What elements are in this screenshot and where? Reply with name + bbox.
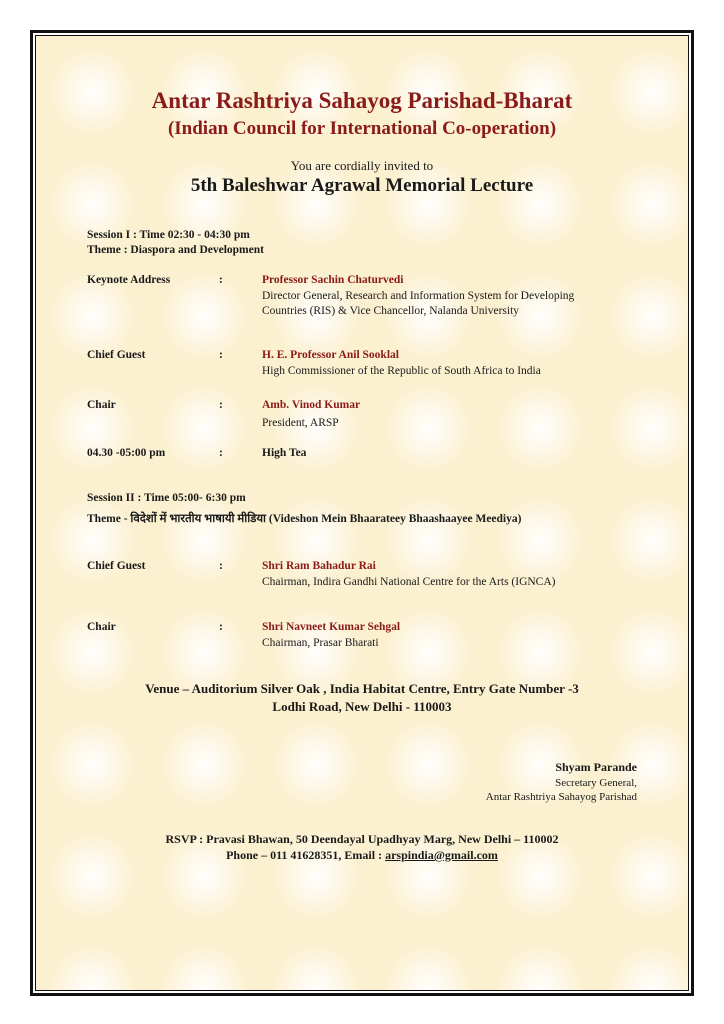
rsvp-phone: Phone – 011 41628351, Email : xyxy=(226,848,386,862)
chair-2-colon: : xyxy=(219,621,223,633)
tea-value: High Tea xyxy=(262,447,307,459)
keynote-desc-2: Countries (RIS) & Vice Chancellor, Nalanda University xyxy=(262,305,520,317)
session1-theme: Theme : Diaspora and Development xyxy=(87,244,264,256)
chief-guest-1-desc: High Commissioner of the Republic of South Africa to India xyxy=(262,365,541,377)
chair-2-label: Chair xyxy=(87,621,116,633)
signatory-name: Shyam Parande xyxy=(555,760,637,774)
session2-heading: Session II : Time 05:00- 6:30 pm xyxy=(87,492,246,504)
signatory-org: Antar Rashtriya Sahayog Parishad xyxy=(485,791,637,803)
session1-heading: Session I : Time 02:30 - 04:30 pm xyxy=(87,229,250,241)
chair-1-desc: President, ARSP xyxy=(262,417,339,429)
chief-guest-1-name: H. E. Professor Anil Sooklal xyxy=(262,349,399,361)
lecture-title: 5th Baleshwar Agrawal Memorial Lecture xyxy=(190,175,534,196)
tea-colon: : xyxy=(219,447,223,459)
tea-time-label: 04.30 -05:00 pm xyxy=(87,447,166,459)
keynote-name: Professor Sachin Chaturvedi xyxy=(262,274,404,286)
keynote-colon: : xyxy=(219,274,223,286)
session2-theme: Theme - विदेशों में भारतीय भाषायी मीडिया (Videshon Mein Bhaarateey Bhaashaayee Meediya) xyxy=(87,513,522,525)
invite-text: You are cordially invited to xyxy=(290,158,434,173)
chair-2-desc: Chairman, Prasar Bharati xyxy=(262,637,379,649)
chief-guest-2-label: Chief Guest xyxy=(87,560,146,572)
rsvp-email-link[interactable]: arspindia@gmail.com xyxy=(385,848,498,862)
chair-1-name: Amb. Vinod Kumar xyxy=(262,399,361,411)
org-subtitle: (Indian Council for International Co-operation) xyxy=(167,118,557,139)
chair-1-colon: : xyxy=(219,399,223,411)
org-title: Antar Rashtriya Sahayog Parishad-Bharat xyxy=(151,88,573,113)
keynote-label: Keynote Address xyxy=(87,274,171,286)
rsvp-contact xyxy=(35,848,689,863)
keynote-desc-1: Director General, Research and Information System for Developing xyxy=(262,290,575,302)
venue-line-2: Lodhi Road, New Delhi - 110003 xyxy=(272,699,452,714)
chair-1-label: Chair xyxy=(87,399,116,411)
chief-guest-2-colon: : xyxy=(219,560,223,572)
chief-guest-1-colon: : xyxy=(219,349,223,361)
invitation-content xyxy=(35,35,689,991)
venue-line-1: Venue – Auditorium Silver Oak , India Habitat Centre, Entry Gate Number -3 xyxy=(145,681,579,696)
chair-2-name: Shri Navneet Kumar Sehgal xyxy=(262,621,401,633)
rsvp-address: RSVP : Pravasi Bhawan, 50 Deendayal Upadhyay Marg, New Delhi – 110002 xyxy=(165,832,559,846)
chief-guest-2-name: Shri Ram Bahadur Rai xyxy=(262,560,376,572)
chief-guest-2-desc: Chairman, Indira Gandhi National Centre for the Arts (IGNCA) xyxy=(262,576,556,588)
signatory-title: Secretary General, xyxy=(555,777,637,789)
chief-guest-1-label: Chief Guest xyxy=(87,349,146,361)
